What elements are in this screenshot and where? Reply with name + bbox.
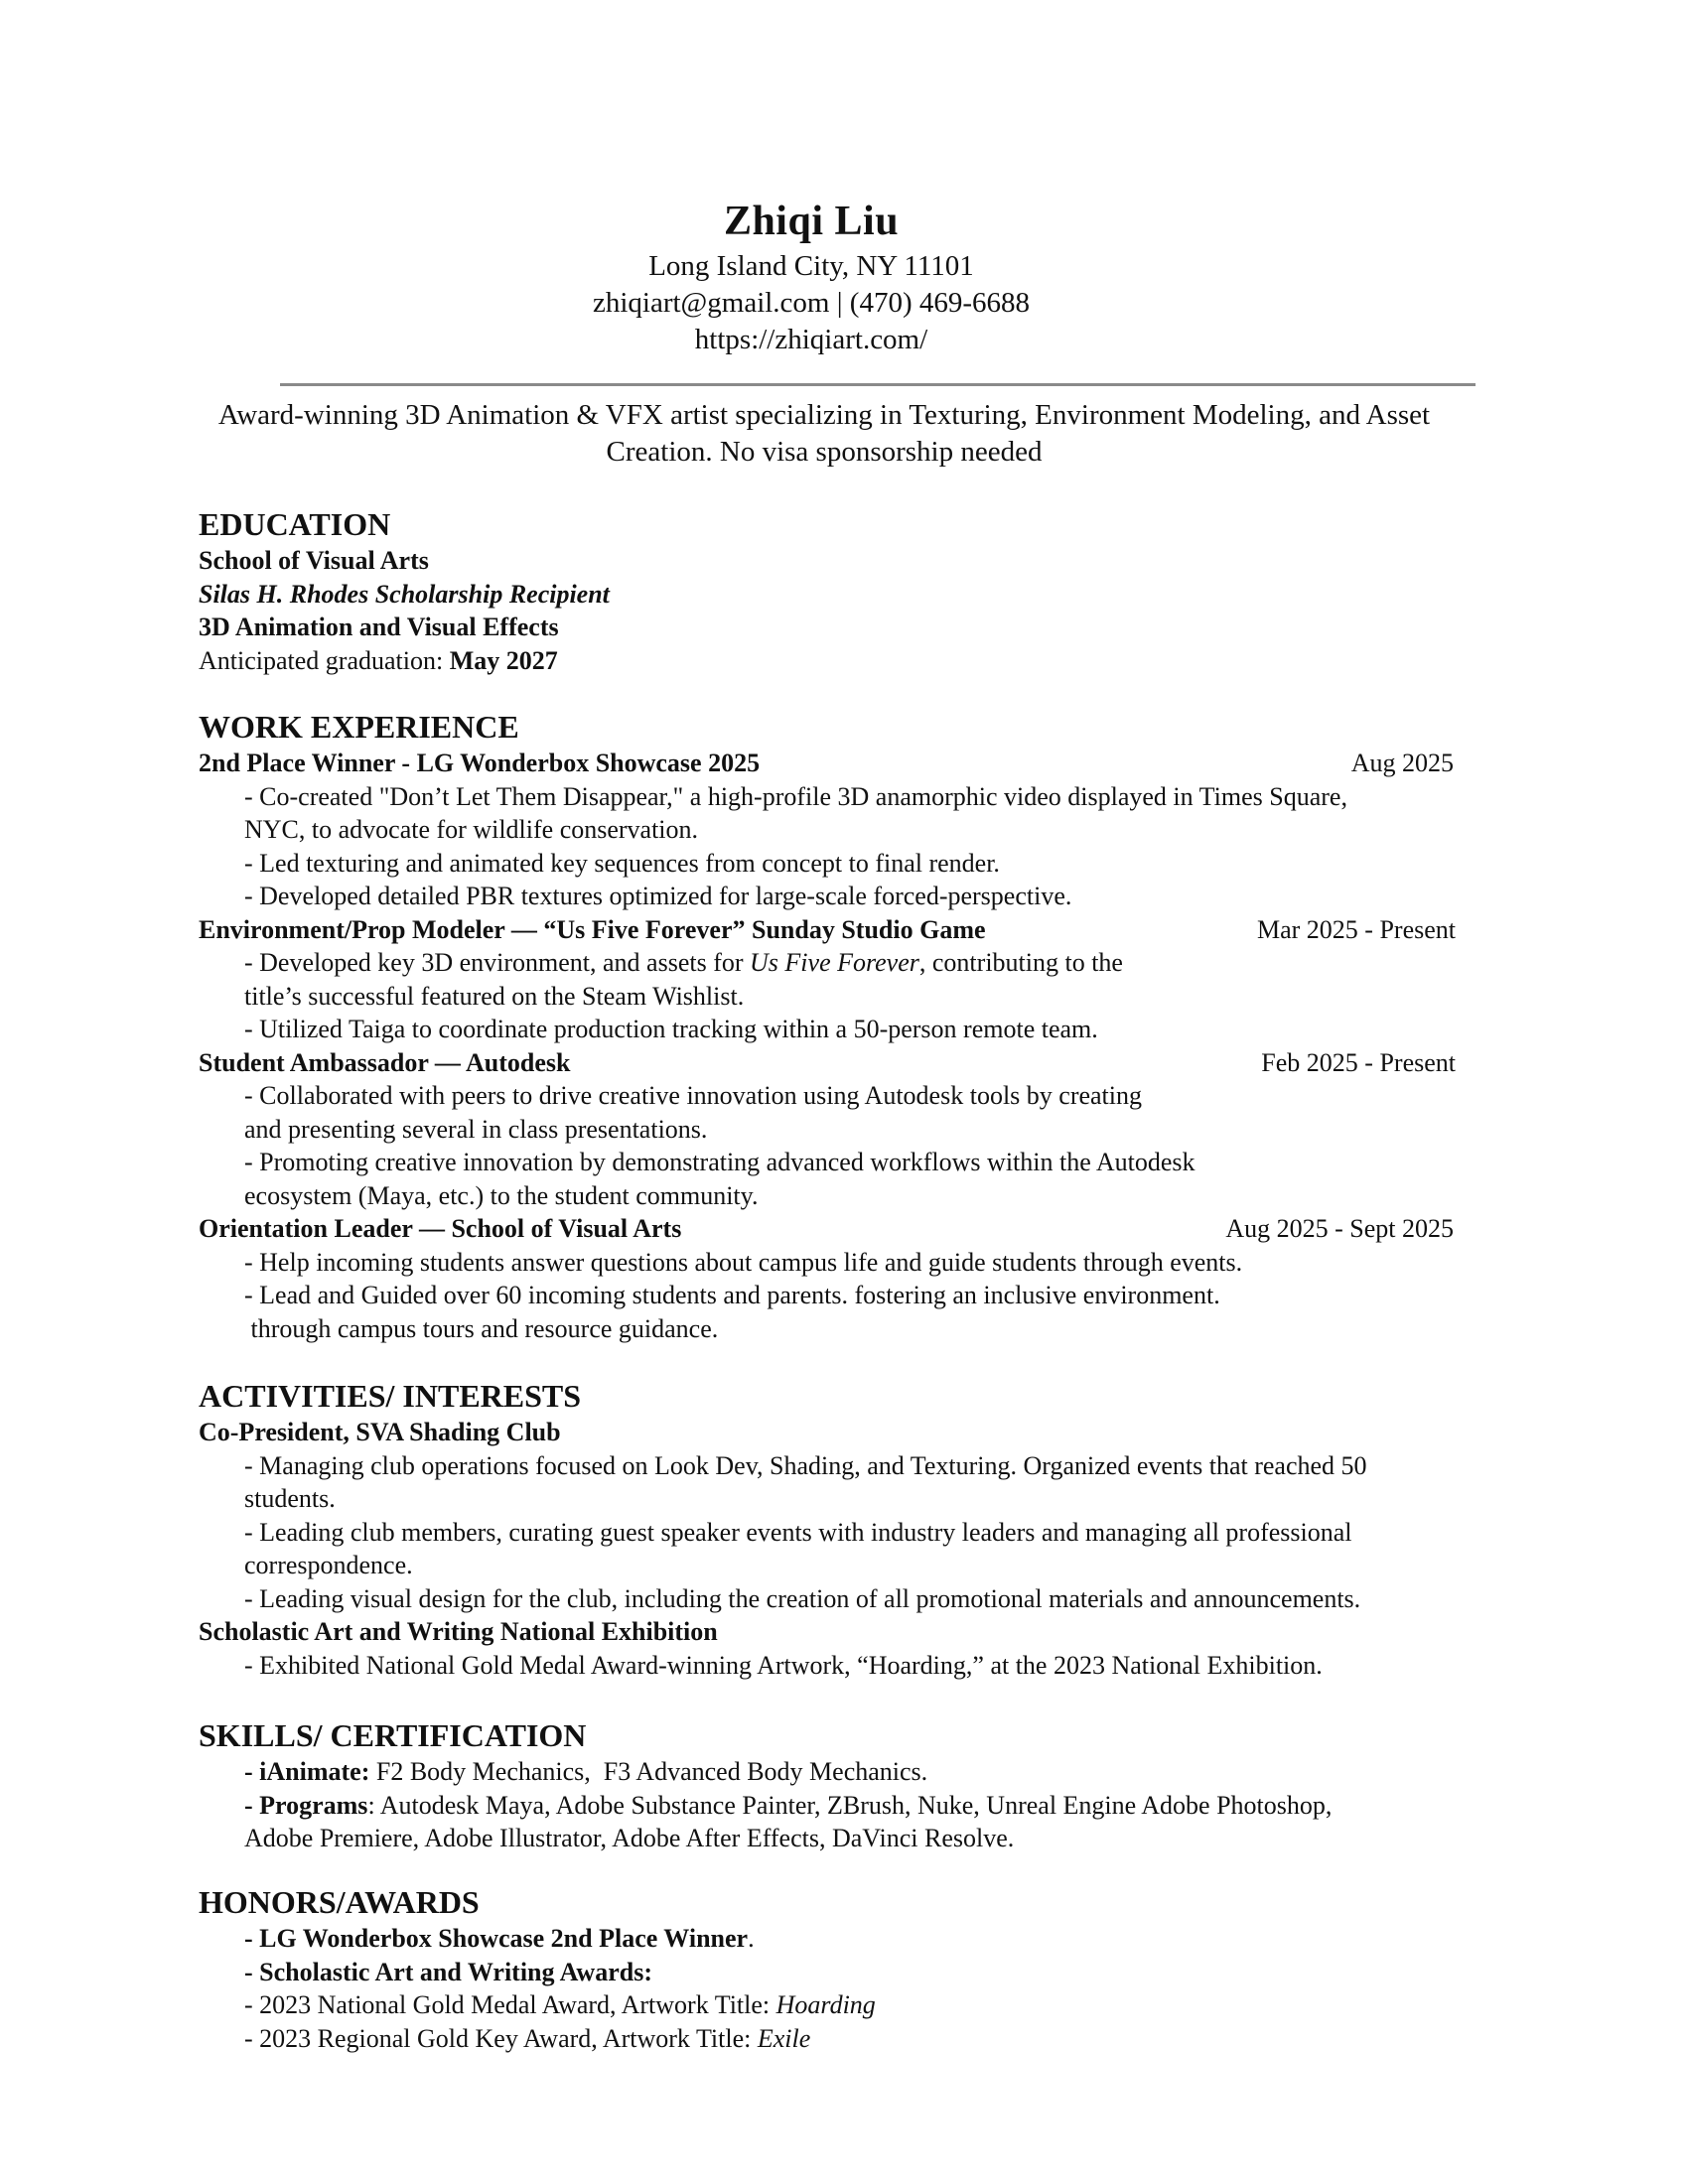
- honor-line: [199, 2022, 1470, 2056]
- job-bullet: - Utilized Taiga to coordinate production tracking within a 50-person remote team.: [244, 1015, 1098, 1043]
- job-role: 2nd Place Winner - LG Wonderbox Showcase 2025: [199, 749, 761, 777]
- education-section: [199, 504, 1470, 677]
- job-bullet: - Led texturing and animated key sequences from concept to final render.: [244, 848, 1000, 878]
- job-header: [199, 1046, 1470, 1080]
- job-role: Environment/Prop Modeler — “Us Five Forever” Sunday Studio Game: [199, 914, 986, 944]
- scholarship: Silas H. Rhodes Scholarship Recipient: [199, 579, 610, 609]
- job-bullet-cont: through campus tours and resource guidance.: [244, 1313, 719, 1343]
- honor-text: - 2023 Regional Gold Key Award, Artwork Title:: [244, 2023, 758, 2053]
- job-bullet: - Lead and Guided over 60 incoming students and parents. fostering an inclusive environment.: [244, 1281, 1220, 1309]
- skills-section: [199, 1715, 1470, 1855]
- program-name: 3D Animation and Visual Effects: [199, 613, 559, 641]
- activity-bullet: - Managing club operations focused on Look Dev, Shading, and Texturing. Organized events that reached 50: [244, 1450, 1367, 1480]
- website-link[interactable]: https://zhiqiart.com/: [694, 324, 928, 355]
- skill-line-cont: Adobe Premiere, Adobe Illustrator, Adobe After Effects, DaVinci Resolve.: [244, 1824, 1015, 1852]
- graduation-line: [199, 644, 1470, 678]
- header-divider: [280, 383, 1476, 386]
- location: Long Island City, NY 11101: [648, 250, 974, 282]
- work-experience-section: [199, 707, 1470, 1345]
- job-bullet: - Co-created "Don’t Let Them Disappear," a high-profile 3D anamorphic video displayed in Times Square,: [244, 781, 1347, 811]
- skill-text: F2 Body Mechanics, F3 Advanced Body Mechanics.: [369, 1757, 928, 1786]
- graduation-label: Anticipated graduation:: [199, 645, 450, 675]
- game-title: Us Five Forever: [750, 948, 919, 977]
- job-bullet-cont: and presenting several in class presentations.: [244, 1114, 708, 1144]
- skill-line: [199, 1755, 1470, 1789]
- job-header: [199, 1212, 1470, 1246]
- honor-tail: .: [748, 1924, 755, 1953]
- exhibition-title: Scholastic Art and Writing National Exhibition: [199, 1617, 718, 1646]
- job-role: Orientation Leader — School of Visual Arts: [199, 1214, 682, 1243]
- honor-line: [199, 1922, 1470, 1956]
- bullet-text: - Developed key 3D environment, and assets for: [244, 948, 751, 977]
- job-bullet: [199, 946, 1470, 980]
- honors-section: [199, 1882, 1470, 2055]
- job-date: Aug 2025 - Sept 2025: [1225, 1214, 1454, 1243]
- activity-bullet-cont: correspondence.: [244, 1551, 413, 1579]
- job-date: Aug 2025: [1350, 749, 1454, 777]
- honor-line: - Scholastic Art and Writing Awards:: [244, 1957, 652, 1986]
- honor-text: - 2023 National Gold Medal Award, Artwork Title:: [244, 1990, 776, 2019]
- skill-line: [199, 1789, 1470, 1823]
- candidate-name: Zhiqi Liu: [723, 199, 900, 244]
- job-header: [199, 913, 1470, 947]
- job-date: Feb 2025 - Present: [1261, 1047, 1456, 1077]
- activities-heading: ACTIVITIES/ INTERESTS: [199, 1378, 582, 1414]
- skills-heading: SKILLS/ CERTIFICATION: [199, 1717, 587, 1753]
- resume-header: [0, 195, 1622, 358]
- job-bullet-cont: title’s successful featured on the Steam Wishlist.: [244, 981, 745, 1011]
- job-date: Mar 2025 - Present: [1256, 914, 1456, 944]
- activity-bullet: - Leading visual design for the club, including the creation of all promotional materials and announcements.: [244, 1583, 1361, 1613]
- summary-line-1: Award-winning 3D Animation & VFX artist specializing in Texturing, Environment Modeling, and Asset: [217, 399, 1431, 431]
- summary-line-2: Creation. No visa sponsorship needed: [606, 436, 1043, 468]
- artwork-title: Exile: [757, 2023, 811, 2053]
- school-name: School of Visual Arts: [199, 546, 429, 575]
- honor-line: [199, 1988, 1470, 2022]
- honors-heading: HONORS/AWARDS: [199, 1884, 480, 1920]
- contact-info: zhiqiart@gmail.com | (470) 469-6688: [592, 287, 1031, 319]
- job-bullet: - Help incoming students answer questions about campus life and guide students through events.: [244, 1247, 1243, 1277]
- skill-label: - iAnimate:: [244, 1757, 370, 1786]
- artwork-title: Hoarding: [775, 1990, 876, 2019]
- bullet-text: , contributing to the: [918, 948, 1123, 977]
- job-bullet: - Collaborated with peers to drive creative innovation using Autodesk tools by creating: [244, 1081, 1143, 1110]
- education-heading: EDUCATION: [199, 506, 391, 542]
- job-header: [199, 747, 1470, 780]
- skill-label: - Programs: [244, 1790, 368, 1820]
- job-bullet: - Developed detailed PBR textures optimized for large-scale forced-perspective.: [244, 882, 1072, 910]
- skill-text: : Autodesk Maya, Adobe Substance Painter, ZBrush, Nuke, Unreal Engine Adobe Photoshop,: [367, 1790, 1333, 1820]
- activities-section: [199, 1376, 1470, 1682]
- job-bullet-cont: NYC, to advocate for wildlife conservation.: [244, 815, 699, 844]
- job-role: Student Ambassador — Autodesk: [199, 1047, 571, 1077]
- work-heading: WORK EXPERIENCE: [199, 709, 519, 745]
- activity-bullet: - Leading club members, curating guest speaker events with industry leaders and managing all professional: [244, 1517, 1352, 1547]
- summary: [139, 397, 1509, 471]
- activity-bullet: - Exhibited National Gold Medal Award-winning Artwork, “Hoarding,” at the 2023 National Exhibition.: [244, 1650, 1323, 1680]
- job-bullet-cont: ecosystem (Maya, etc.) to the student community.: [244, 1180, 759, 1210]
- job-bullet: - Promoting creative innovation by demonstrating advanced workflows within the Autodesk: [244, 1148, 1196, 1176]
- honor-title: - LG Wonderbox Showcase 2nd Place Winner: [244, 1924, 749, 1953]
- graduation-date: May 2027: [449, 645, 558, 675]
- activity-bullet-cont: students.: [244, 1484, 336, 1513]
- club-title: Co-President, SVA Shading Club: [199, 1418, 561, 1446]
